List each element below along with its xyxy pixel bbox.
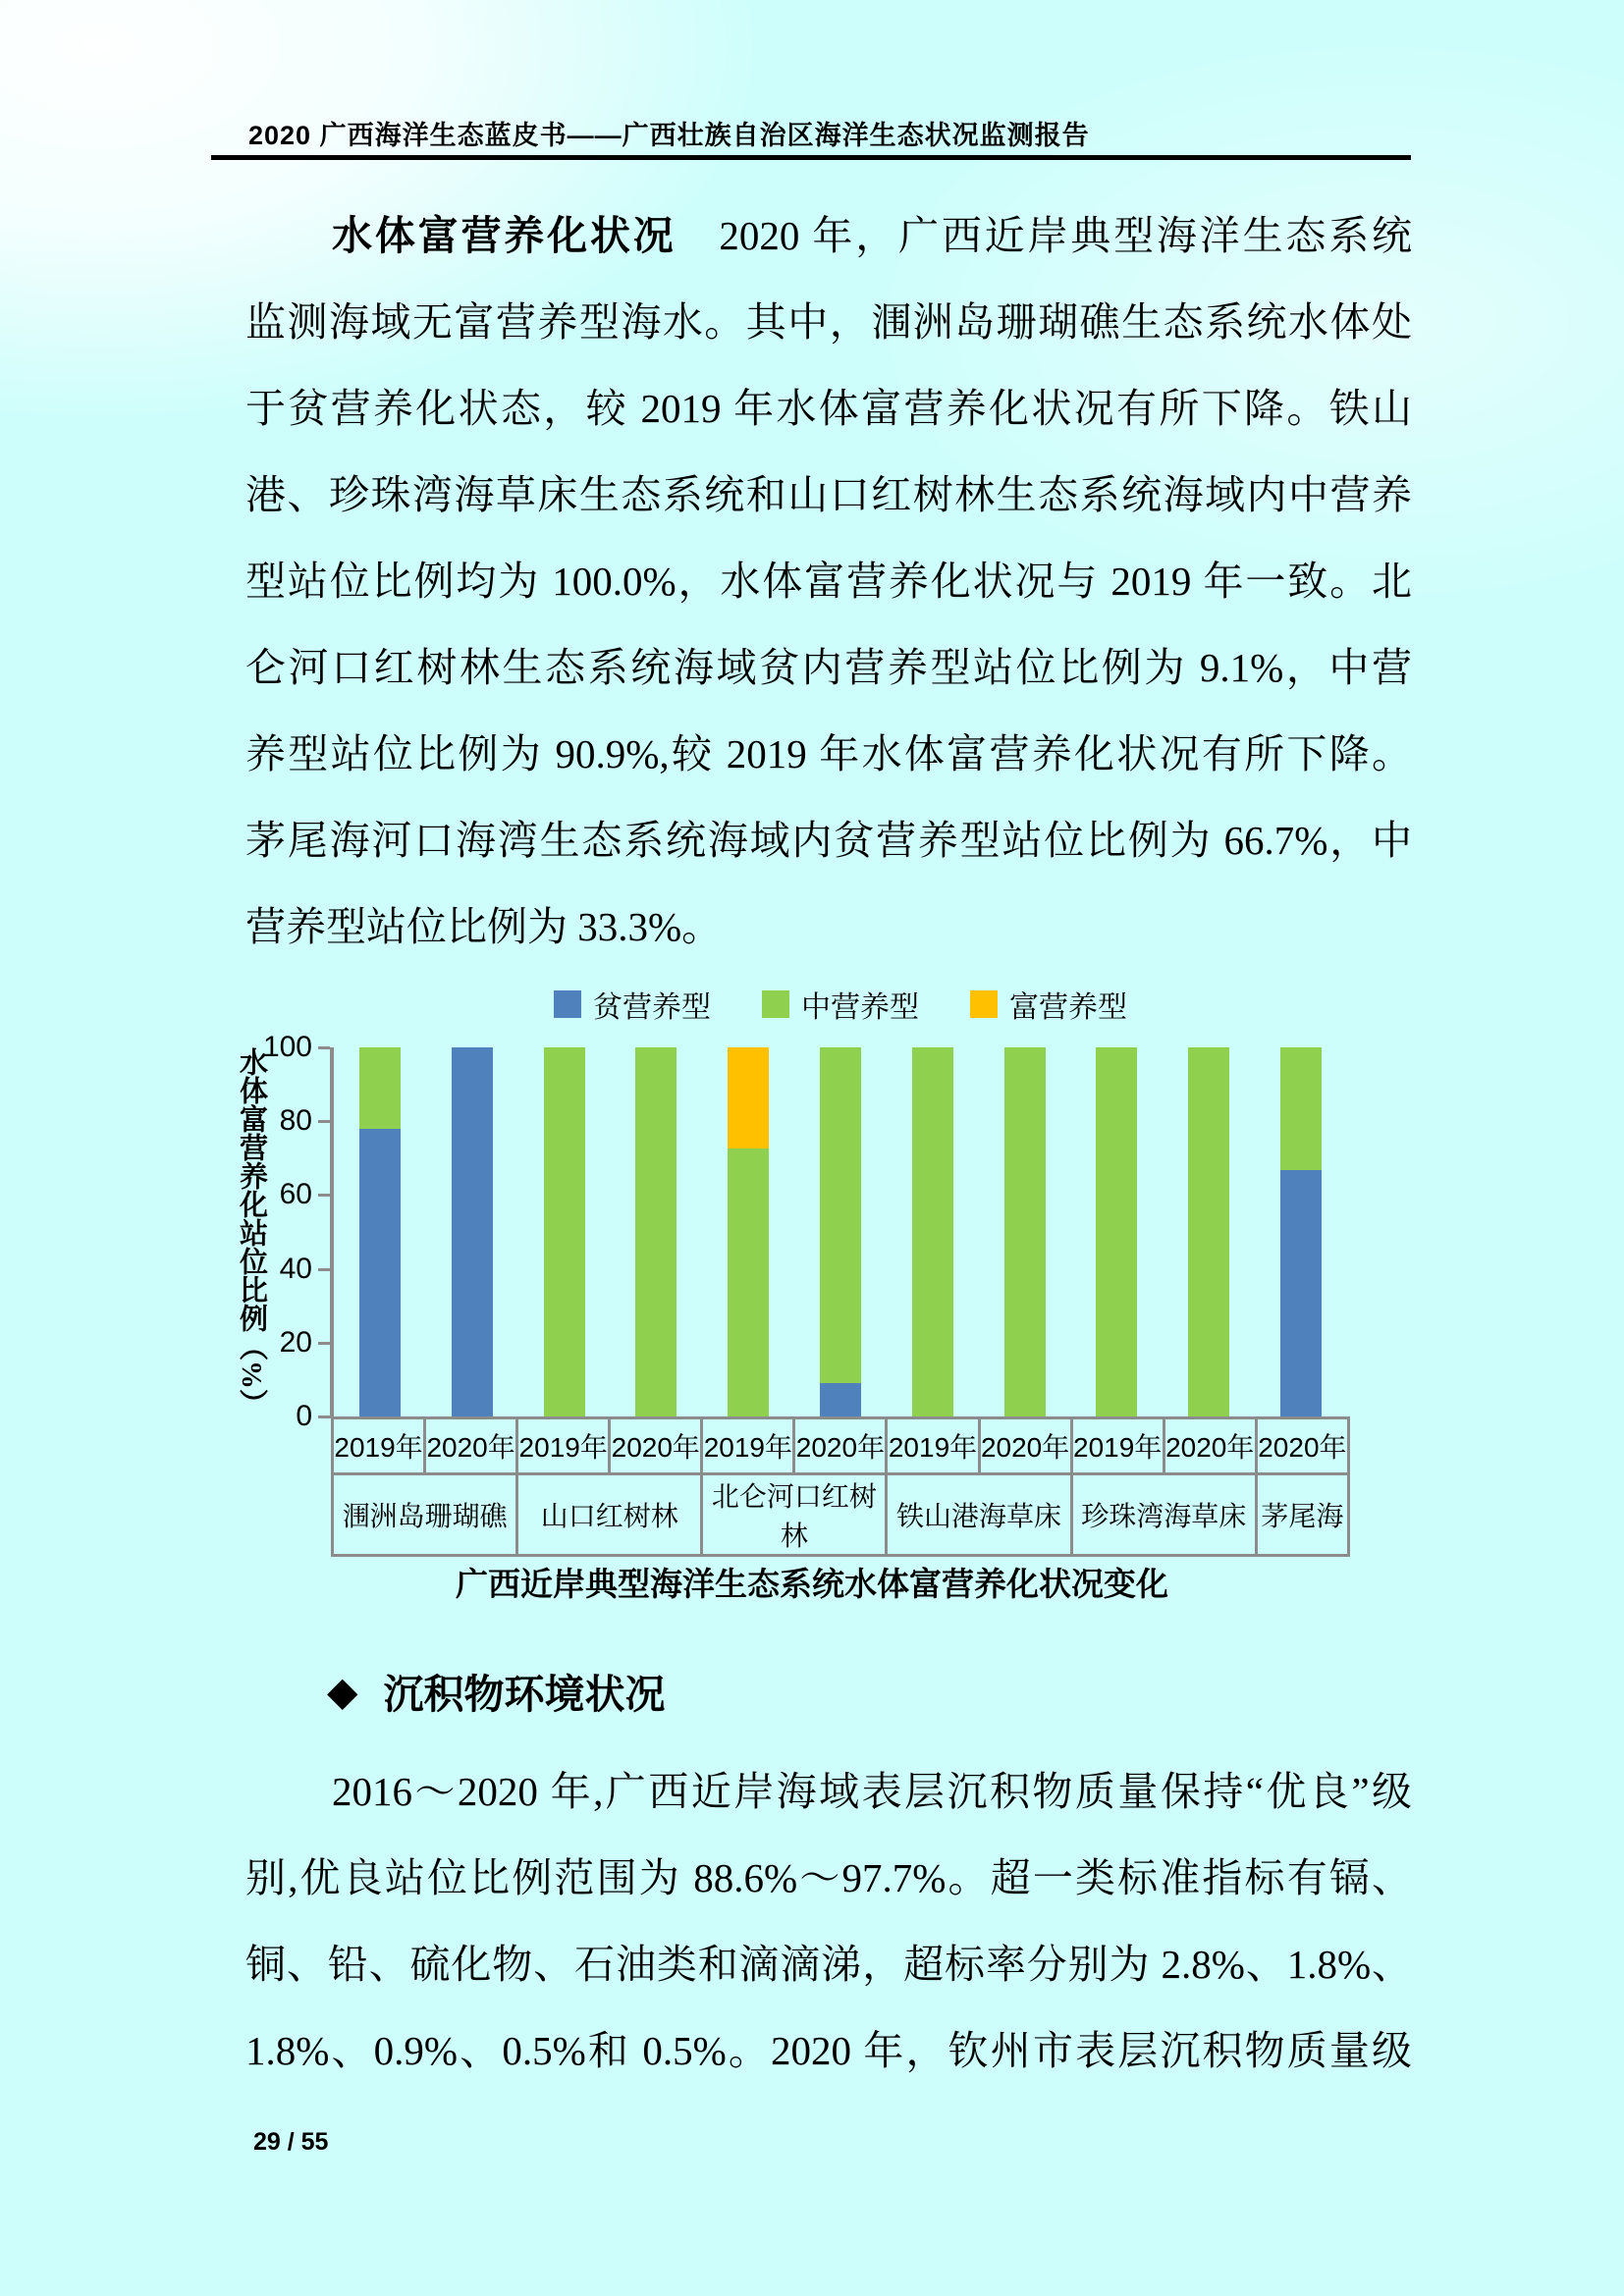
y-tick-mark (318, 1120, 330, 1123)
bar-segment (1188, 1047, 1229, 1416)
bar-segment (1004, 1047, 1046, 1416)
bar-segment (728, 1148, 769, 1416)
group-cell: 山口红树林 (517, 1474, 702, 1556)
header-rule (211, 155, 1411, 160)
y-tick-mark (318, 1415, 330, 1418)
category-table (331, 1416, 1350, 1557)
bar-segment (359, 1129, 401, 1416)
year-cell: 2019年 (702, 1418, 794, 1474)
bar-segment (912, 1047, 953, 1416)
group-cell: 茅尾海 (1256, 1474, 1348, 1556)
year-cell: 2020年 (1256, 1418, 1348, 1474)
y-tick-label: 20 (279, 1325, 312, 1359)
y-axis-title: 水体富营养化站位比例（%） (236, 1047, 267, 1417)
legend-label: 富营养型 (1009, 991, 1127, 1024)
year-cell: 2020年 (979, 1418, 1071, 1474)
paragraph-line (245, 192, 1412, 279)
stacked-bar (728, 1047, 769, 1416)
y-tick-label: 100 (262, 1031, 312, 1063)
stacked-bar (820, 1047, 861, 1416)
year-cell: 2019年 (887, 1418, 979, 1474)
group-cell: 铁山港海草床 (887, 1474, 1071, 1556)
stacked-bar (1096, 1047, 1137, 1416)
paragraph-line: 茅尾海河口海湾生态系统海域内贫营养型站位比例为 66.7%，中 (245, 818, 1412, 863)
page-number: 29 / 55 (253, 2128, 329, 2156)
y-tick-label: 40 (279, 1252, 312, 1285)
y-tick-label: 0 (296, 1400, 312, 1432)
paragraph-line: 1.8%、0.9%、0.5%和 0.5%。2020 年，钦州市表层沉积物质量级 (245, 2028, 1412, 2073)
paragraph-line: 港、珍珠湾海草床生态系统和山口红树林生态系统海域内中营养 (245, 472, 1412, 517)
legend-item (970, 983, 1127, 1026)
y-tick-mark (318, 1342, 330, 1345)
stacked-bar (452, 1047, 493, 1416)
year-cell: 2019年 (333, 1418, 425, 1474)
paragraph-line: 铜、铅、硫化物、石油类和滴滴涕，超标率分别为 2.8%、1.8%、 (245, 1942, 1412, 1987)
stacked-bar (1004, 1047, 1046, 1416)
group-cell: 北仑河口红树林 (702, 1474, 887, 1556)
legend-swatch (970, 990, 998, 1018)
y-tick-mark (318, 1268, 330, 1271)
stacked-bar (1188, 1047, 1229, 1416)
year-cell: 2020年 (425, 1418, 517, 1474)
bar-segment (635, 1047, 677, 1416)
stacked-bar-plot (262, 1031, 1347, 1432)
paragraph-line: 于贫营养化状态，较 2019 年水体富营养化状况有所下降。铁山 (245, 386, 1412, 431)
section-heading (327, 1662, 666, 1720)
paragraph-text: 2020 年，广西近岸典型海洋生态系统 (676, 213, 1412, 258)
stacked-bar (912, 1047, 953, 1416)
stacked-bar (635, 1047, 677, 1416)
y-tick-mark (318, 1046, 330, 1049)
section-title: 沉积物环境状况 (383, 1672, 666, 1717)
paragraph-line: 养型站位比例为 90.9%,较 2019 年水体富营养化状况有所下降。 (245, 731, 1412, 776)
year-cell: 2020年 (794, 1418, 887, 1474)
legend-item (554, 983, 711, 1026)
y-tick-label: 60 (279, 1178, 312, 1211)
stacked-bar (1280, 1047, 1322, 1416)
year-cell: 2020年 (1164, 1418, 1256, 1474)
paragraph-line: 监测海域无富营养型海水。其中，涠洲岛珊瑚礁生态系统水体处 (245, 299, 1412, 345)
legend-swatch (554, 990, 581, 1018)
legend-label: 中营养型 (801, 991, 919, 1024)
bar-segment (820, 1383, 861, 1416)
paragraph-sediment (245, 1748, 1412, 2094)
diamond-bullet-icon: ◆ (327, 1668, 358, 1714)
y-axis-line (330, 1047, 334, 1418)
paragraph-eutrophication (245, 192, 1412, 970)
bar-segment (1096, 1047, 1137, 1416)
legend-swatch (762, 990, 789, 1018)
paragraph-line: 2016～2020 年,广西近岸海域表层沉积物质量保持“优良”级 (332, 1769, 1412, 1814)
bar-segment (544, 1047, 585, 1416)
chart-caption: 广西近岸典型海洋生态系统水体富营养化状况变化 (456, 1566, 1168, 1602)
bar-segment (1280, 1047, 1322, 1170)
bar-segment (359, 1047, 401, 1129)
legend-label: 贫营养型 (593, 991, 711, 1024)
bar-segment (820, 1047, 861, 1383)
year-cell: 2020年 (610, 1418, 702, 1474)
paragraph-line: 别,优良站位比例范围为 88.6%～97.7%。超一类标准指标有镉、 (245, 1855, 1412, 1900)
group-cell: 珍珠湾海草床 (1071, 1474, 1256, 1556)
page-header-title: 2020 广西海洋生态蓝皮书——广西壮族自治区海洋生态状况监测报告 (248, 121, 1090, 150)
paragraph-line: 营养型站位比例为 33.3%。 (245, 904, 723, 949)
y-tick-label: 80 (279, 1104, 312, 1138)
group-cell: 涠洲岛珊瑚礁 (333, 1474, 517, 1556)
chart-category-table (331, 1416, 1350, 1557)
stacked-bar (359, 1047, 401, 1416)
paragraph-line: 仑河口红树林生态系统海域贫内营养型站位比例为 9.1%，中营 (245, 645, 1412, 690)
stacked-bar (544, 1047, 585, 1416)
bar-segment (728, 1047, 769, 1148)
chart-legend (334, 983, 1347, 1026)
legend-item (762, 983, 919, 1026)
paragraph-line: 型站位比例均为 100.0%，水体富营养化状况与 2019 年一致。北 (245, 559, 1412, 604)
y-tick-mark (318, 1194, 330, 1197)
bar-segment (452, 1047, 493, 1416)
bar-segment (1280, 1170, 1322, 1416)
paragraph-lead: 水体富营养化状况 (332, 213, 677, 258)
year-cell: 2019年 (1071, 1418, 1164, 1474)
year-cell: 2019年 (517, 1418, 610, 1474)
